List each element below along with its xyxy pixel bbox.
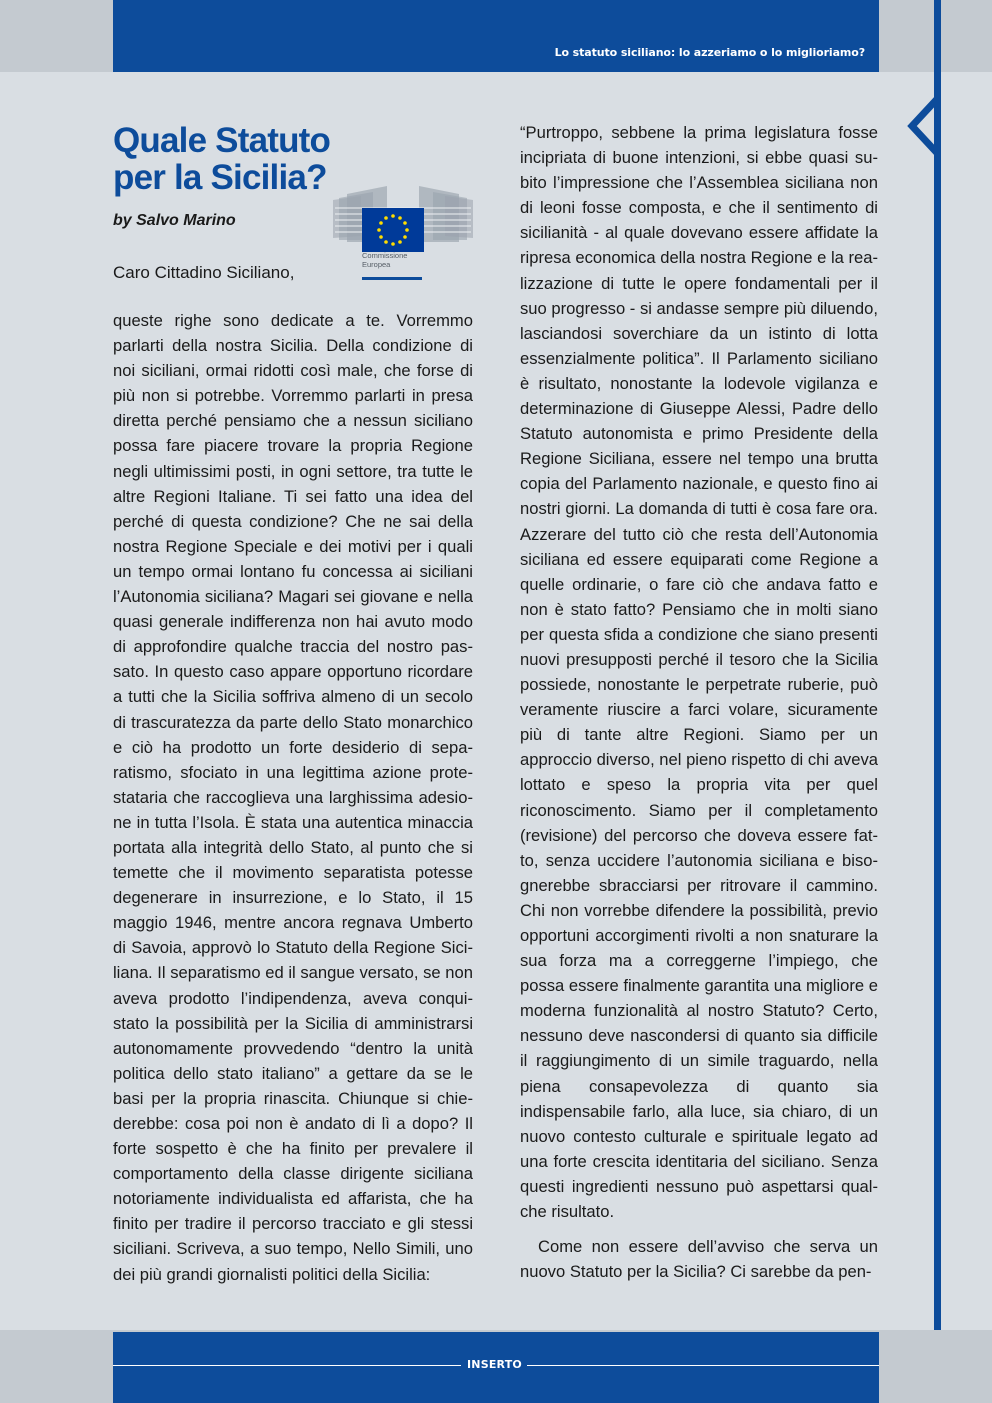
- chevron-left-icon: [902, 96, 946, 156]
- title-line-1: Quale Statuto: [113, 121, 331, 160]
- body-paragraph-quote: “Purtroppo, sebbene la prima legislatura fosse incipriata di buone intenzioni, si ebbe quasi subito l’impressione che l’Assemblea siciliana non di leoni fosse composta, e che il sentimento di sicilianità - al quale dovevano essere affidate la ripresa economica della nostra Regione e la realizzazione di tutte le opere fondamentali per il suo progresso - si andasse sempre più diluendo, lasciandosi soverchiare da un istinto di lotta essenzialmente politica”. Il Parlamento siciliano è risultato, nonostante la lodevole vigilanza e determinazione di Giuseppe Alessi, Padre dello Statuto autonomista e primo Presidente della Regione Siciliana, essere nel tempo una brutta copia del Parlamento nazionale, e questo fino ai nostri giorni. La domanda di tutti è cosa fare ora. Azzerare del tutto ciò che resta dell’Autonomia siciliana ed essere equiparati come Regione a quelle ordinarie, o fare ciò che andava fatto e non è stato fatto? Pensiamo che in molti siano per questa sfida a condizione che siano presenti nuovi presupposti perché il tesoro che la Sicilia possiede, nonostante le perpetrate ruberie, può veramente riuscire a farci volare, sicuramente più di tante altre Regioni. Siamo per un approccio diverso, nel pieno rispetto di chi aveva lottato e speso la propria vita per quel riconoscimento. Siamo per il completamento (revisione) del percorso che doveva essere fatto, senza uccidere l’autonomia siciliana e bisognerebbe sbracciarsi per ritrovare il cammino. Chi non vorrebbe difendere la possibilità, previo opportuni accorgimenti rivolti a non snaturare la sua forza ma a correggerne l’impiego, che possa essere finalmente garantita una migliore e moderna funzionalità al nostro Statuto? Certo, nessuno deve nascondersi di quanto sia difficile il raggiungimento di un simile traguardo, nella piena consapevolezza di quanto sia indispensabile farlo, alla luce, sia chiaro, di un nuovo contesto culturale e spirituale legato ad una forte crescita identitaria del siciliano. Senza questi ingredienti nessuno può aspettarsi qualche risultato.: [520, 123, 878, 1222]
- article-column-right: [520, 120, 878, 1284]
- byline: by Salvo Marino: [113, 212, 236, 229]
- footer-section-label: INSERTO: [467, 1358, 522, 1371]
- salutation: Caro Cittadino Siciliano,: [113, 263, 295, 282]
- body-paragraph: queste righe sono dedicate a te. Vorremmo parlarti della nostra Sicilia. Della condizione di noi siciliani, ormai ridotti così male, che forse di più non si potrebbe. Vorremmo parlarti in presa diretta perché pensiamo che a nessun siciliano possa fare piacere trovare la propria Regione negli ultimissimi posti, in ogni settore, tra tutte le altre Regioni Italiane. Ti sei fatto una idea del perché di questa condizione? Che ne sai della nostra Regione Speciale e dei motivi per i quali un tempo ormai lontano fu concessa ai siciliani l’Autonomia siciliana? Magari sei giovane e nella quasi generale indifferenza non hai avuto modo di approfondire qualche traccia del nostro passato. In questo caso appare opportuno ricordare a tutti che la Sicilia soffriva almeno di un secolo di trascuratezza da parte dello Stato monarchico e ciò ha prodotto un forte desiderio di separatismo, sfociato in una legittima azione protestataria che raccoglieva una larghissima adesione in tutta l’Isola. È stata una autentica minaccia portata alla integrità dello Stato, al punto che si temette che il movimento separatista potesse degenerare in insurrezione, e lo Stato, il 15 maggio 1946, mentre ancora regnava Umberto di Savoia, approvò lo Statuto della Regione Siciliana. Il separatismo ed il sangue versato, se non aveva prodotto l’indipendenza, aveva conquistato la possibilità per la Sicilia di amministrarsi autonomamente provvedendo “dentro la unità politica dello stato italiano” a gettare da se le basi per la propria rinascita. Chiunque si chiederebbe: cosa poi non è andato di lì a dopo? Il forte sospetto è che ha finito per prevalere il comportamento della classe dirigente siciliana notoriamente individualista ed affarista, che ha finito per tradire il percorso tracciato e gli stessi siciliani. Scriveva, a suo tempo, Nello Simili, uno dei più grandi giornalisti politici della Sicilia:: [113, 311, 473, 1284]
- header-bar: [113, 0, 879, 72]
- article-column-left: [113, 308, 473, 1287]
- logo-caption: [362, 251, 407, 269]
- article-title: [113, 122, 330, 196]
- title-line-2: per la Sicilia?: [113, 158, 327, 197]
- logo-caption-line-1: Commissione: [362, 251, 408, 260]
- footer-rule-left: [113, 1365, 461, 1366]
- logo-caption-line-2: Europea: [362, 260, 391, 269]
- body-paragraph-closing: Come non essere dell’avviso che serva un nuovo Statuto per la Sicilia? Ci sarebbe da pen-: [520, 1237, 878, 1282]
- footer-rule-right: [527, 1365, 879, 1366]
- running-header: Lo statuto siciliano: lo azzeriamo o lo miglioriamo?: [554, 46, 865, 59]
- side-accent-line: [934, 0, 941, 1403]
- footer-bar: [113, 1332, 879, 1403]
